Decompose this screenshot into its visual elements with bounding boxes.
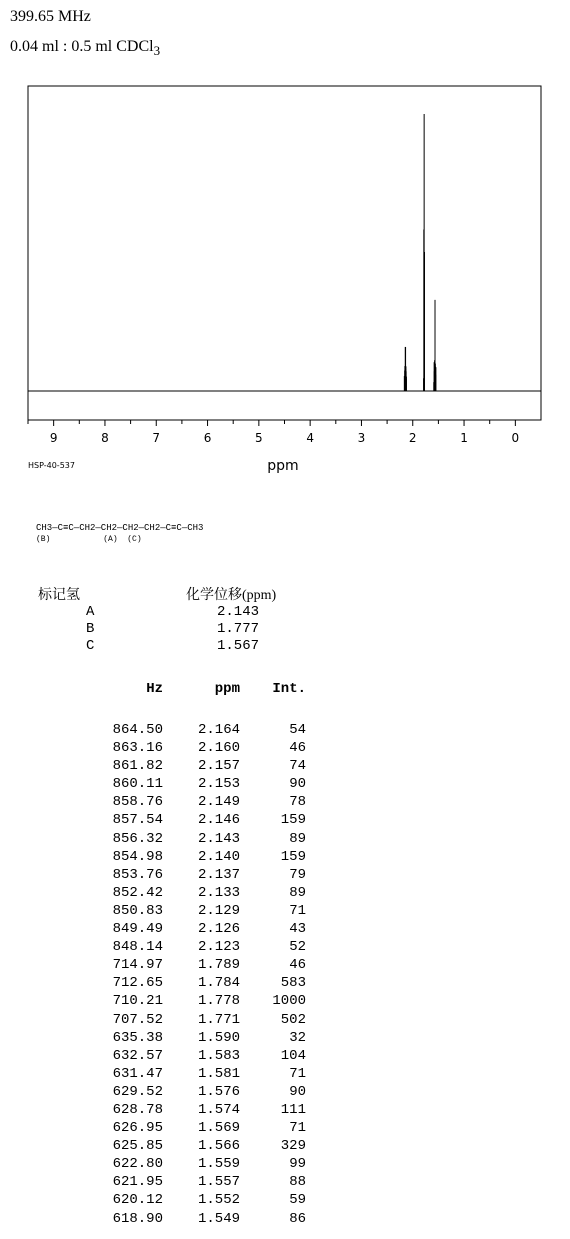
peak-int: 54 [289,722,306,738]
x-tick-label: 7 [152,431,161,445]
peak-int: 46 [289,957,306,974]
peak-int: 71 [289,1065,306,1082]
table-row [100,848,306,866]
peak-int: 159 [280,812,306,829]
table-row [100,721,306,739]
peak-ppm: 1.559 [197,1156,240,1173]
header-hz: Hz [146,681,163,697]
peak-int: 104 [280,1047,306,1064]
table-row [100,902,306,920]
peak-ppm: 1.778 [197,993,240,1010]
x-tick-label: 0 [511,431,520,445]
shift-row [38,621,276,638]
header-shift: 化学位移(ppm) [186,588,277,603]
x-tick-label: 5 [255,431,263,445]
table-row [100,884,306,902]
peak-hz: 620.12 [112,1192,163,1209]
peak-hz: 714.97 [112,957,163,974]
x-axis-ticks [28,420,519,445]
header-int: Int. [272,681,306,697]
shift-row [38,638,276,655]
peak-int: 502 [280,1011,306,1028]
shift-table-header [38,584,276,604]
peak-hz: 850.83 [112,902,163,919]
peak-hz: 860.11 [112,776,163,793]
peak-hz: 853.76 [112,866,163,883]
peak-ppm: 1.569 [197,1120,240,1137]
formula-labels: (B) (A) (C) [36,535,142,544]
peak-hz: 626.95 [112,1120,163,1137]
x-tick-label: 4 [306,431,314,445]
shift-value: 2.143 [216,604,259,620]
peak-hz: 707.52 [112,1011,163,1028]
x-tick-label: 6 [203,431,212,445]
peak-hz: 618.90 [112,1210,163,1227]
peak-hz: 631.47 [112,1065,163,1082]
peak-ppm: 2.140 [197,848,240,865]
table-row [100,1173,306,1191]
shift-value: 1.567 [216,638,259,654]
x-tick-label: 2 [408,431,417,445]
spectrometer-frequency: 399.65 MHz [10,8,91,25]
peak-hz: 635.38 [112,1029,163,1046]
table-row [100,992,306,1010]
peak-int: 74 [289,758,306,775]
peak-int: 46 [289,740,306,757]
sample-solvent [10,38,160,56]
peak-ppm: 1.566 [197,1138,240,1155]
x-tick-label: 8 [101,431,109,445]
peak-hz: 621.95 [112,1174,163,1191]
table-row [100,938,306,956]
table-row [100,1101,306,1119]
spectrum-peaks [404,114,436,391]
peak-int: 329 [280,1138,306,1155]
peak-int: 111 [280,1101,306,1118]
peak-ppm: 1.552 [197,1192,240,1209]
peak-int: 1000 [272,993,306,1010]
header-label: 标记氢 [38,588,80,603]
peak-hz: 858.76 [112,794,163,811]
peak-int: 89 [289,830,306,847]
peak-hz: 856.32 [112,830,163,847]
peak-int: 32 [289,1029,306,1046]
peak-ppm: 1.583 [197,1047,240,1064]
shift-row [38,604,276,621]
table-row [100,1047,306,1065]
peak-ppm: 1.576 [197,1083,240,1100]
table-row [100,974,306,992]
peak-ppm: 2.153 [197,776,240,793]
structure-formula [36,522,203,546]
peak-int: 99 [289,1156,306,1173]
table-row [100,1137,306,1155]
peak-int: 52 [289,939,306,956]
peak-ppm: 1.789 [197,957,240,974]
solvent-text: 0.04 ml : 0.5 ml CDCl [10,38,154,55]
peak-ppm: 1.590 [197,1029,240,1046]
peak-int: 79 [289,866,306,883]
peak-table-header [100,681,306,721]
table-row [100,1210,306,1228]
x-axis-label: ppm [267,458,299,474]
peak-ppm: 2.149 [197,794,240,811]
peak-int: 86 [289,1210,306,1227]
nmr-spectrum-chart [0,82,570,482]
peak-ppm: 2.129 [197,902,240,919]
formula-line: CH3—C≡C—CH2—CH2—CH2—CH2—C≡C—CH3 [36,523,204,533]
spectrum-code: HSP-40-537 [28,461,75,470]
x-tick-label: 3 [357,431,366,445]
peak-list-table [100,681,306,1228]
table-row [100,1011,306,1029]
peak-ppm: 2.157 [197,758,240,775]
peak-hz: 848.14 [112,939,163,956]
peak-hz: 857.54 [112,812,163,829]
peak-int: 43 [289,921,306,938]
peak-hz: 854.98 [112,848,163,865]
table-row [100,920,306,938]
peak-int: 71 [289,1120,306,1137]
peak-ppm: 2.143 [197,830,240,847]
peak-ppm: 2.123 [197,939,240,956]
peak-hz: 625.85 [112,1138,163,1155]
table-row [100,775,306,793]
peak-ppm: 1.549 [197,1210,240,1227]
peak-hz: 710.21 [112,993,163,1010]
peak-ppm: 1.581 [197,1065,240,1082]
table-row [100,1155,306,1173]
peak-int: 90 [289,1083,306,1100]
peak-hz: 712.65 [112,975,163,992]
shift-label: A [86,604,95,620]
peak-hz: 861.82 [112,758,163,775]
table-row [100,1119,306,1137]
peak-hz: 852.42 [112,884,163,901]
table-row [100,866,306,884]
table-row [100,1083,306,1101]
peak-int: 88 [289,1174,306,1191]
peak-int: 89 [289,884,306,901]
peak-hz: 863.16 [112,740,163,757]
peak-int: 159 [280,848,306,865]
table-row [100,956,306,974]
shift-label: B [86,621,95,637]
peak-int: 90 [289,776,306,793]
table-row [100,811,306,829]
peak-ppm: 2.137 [197,866,240,883]
peak-ppm: 2.133 [197,884,240,901]
header-ppm: ppm [214,681,240,697]
table-row [100,739,306,757]
peak-hz: 628.78 [112,1101,163,1118]
peak-int: 78 [289,794,306,811]
peak-ppm: 1.771 [197,1011,240,1028]
peak-hz: 849.49 [112,921,163,938]
peak-hz: 632.57 [112,1047,163,1064]
peak-ppm: 2.146 [197,812,240,829]
peak-int: 71 [289,902,306,919]
peak-ppm: 1.574 [197,1101,240,1118]
peak-ppm: 1.784 [197,975,240,992]
plot-frame [28,86,541,420]
x-tick-label: 1 [460,431,468,445]
peak-int: 59 [289,1192,306,1209]
peak-int: 583 [280,975,306,992]
peak-hz: 622.80 [112,1156,163,1173]
x-tick-label: 9 [49,431,58,445]
shift-assignment-table [38,584,276,655]
table-row [100,1191,306,1209]
peak-ppm: 2.126 [197,921,240,938]
peak-hz: 629.52 [112,1083,163,1100]
peak-hz: 864.50 [112,722,163,738]
table-row [100,830,306,848]
solvent-subscript: 3 [153,43,161,58]
peak-ppm: 2.164 [197,722,240,738]
peak-ppm: 1.557 [197,1174,240,1191]
table-row [100,793,306,811]
peak-ppm: 2.160 [197,740,240,757]
table-row [100,1029,306,1047]
table-row [100,757,306,775]
shift-label: C [86,638,95,654]
shift-value: 1.777 [216,621,259,637]
table-row [100,1065,306,1083]
